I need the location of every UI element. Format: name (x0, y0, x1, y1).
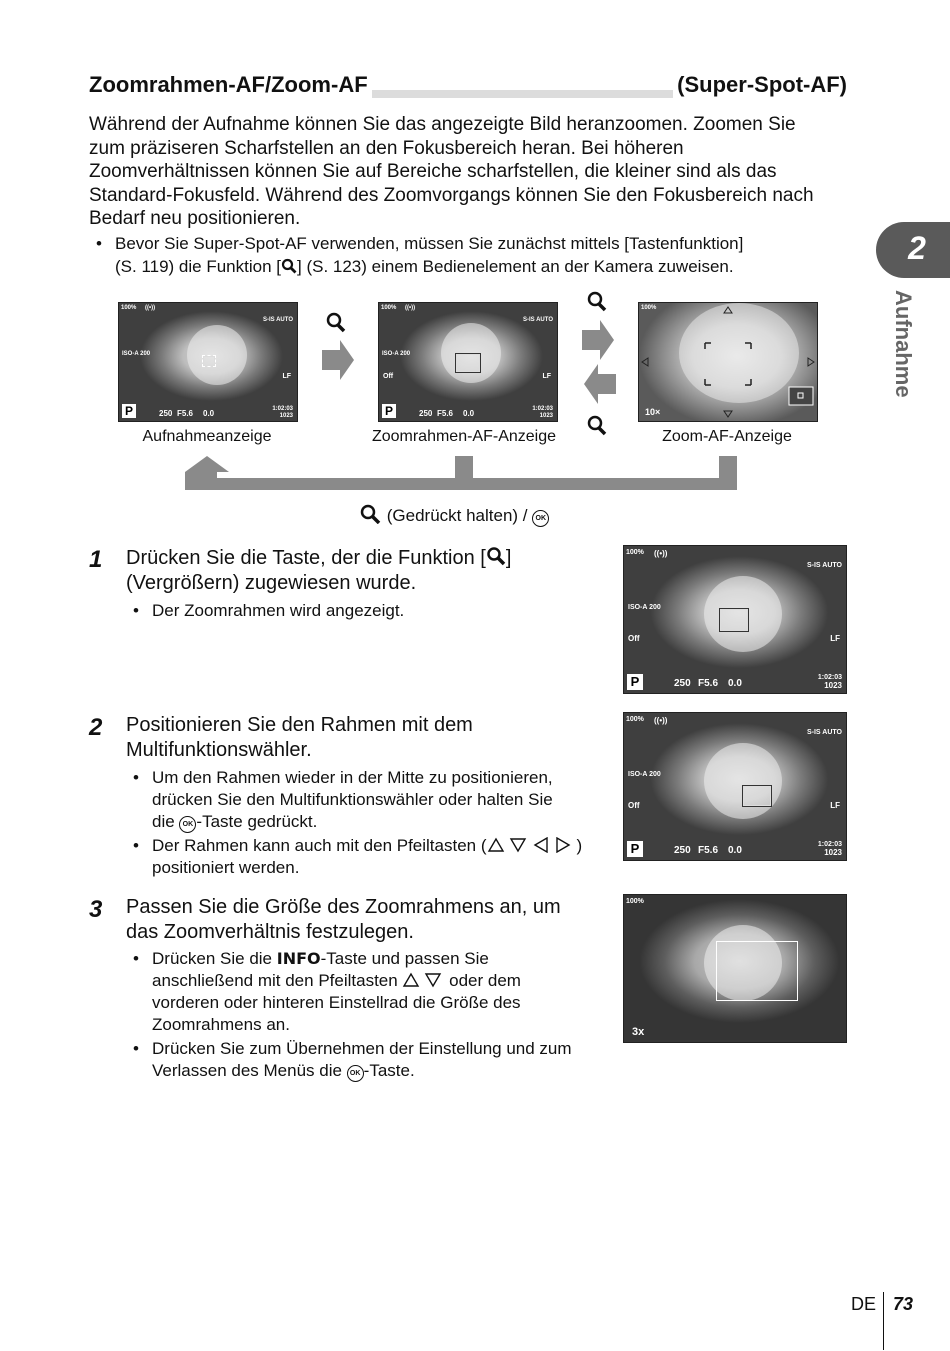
shutter-value: 250 (419, 409, 433, 418)
chapter-number: 2 (908, 230, 926, 266)
ok-button-icon: OK (347, 1065, 364, 1082)
step-3-heading-line-2: das Zoomverhältnis festzulegen. (126, 921, 414, 943)
step-2-bullet-2-line-2: positioniert werden. (152, 858, 300, 877)
aperture-value: F5.6 (698, 678, 719, 689)
step-1-screen (623, 545, 847, 694)
chapter-tab (876, 222, 950, 278)
page-footer (851, 1294, 914, 1315)
time-remaining: 1:02:03 (817, 841, 842, 848)
step-2-bullet-1-line-1: Um den Rahmen wieder in der Mitte zu positionieren, (152, 768, 553, 787)
quality-indicator: LF (282, 373, 291, 380)
wifi-icon: ((•)) (145, 305, 156, 311)
page-title (89, 72, 847, 102)
quality-indicator: LF (542, 373, 551, 380)
magnify-icon (585, 414, 615, 440)
step-3-bullet-1-line-3: vorderen oder hinteren Einstellrad die Größe des (152, 993, 521, 1012)
text-part: oder dem (444, 971, 521, 990)
arrow-down-marker (724, 411, 732, 417)
bullet: • (133, 768, 139, 787)
page-number: 73 (893, 1294, 914, 1314)
text-part: anschließend mit den Pfeiltasten (152, 971, 403, 990)
exposure-value: 0.0 (463, 409, 475, 418)
iso-indicator: ISO-A 200 (122, 351, 151, 357)
step-2-bullet-1-line-3 (152, 811, 317, 834)
off-indicator: Off (383, 373, 394, 380)
return-arrow (185, 452, 745, 498)
flower-shape (704, 743, 782, 819)
caption-zoom-af: Zoom-AF-Anzeige (662, 428, 792, 445)
ok-button-icon: OK (532, 510, 549, 527)
note-line-2a: (S. 119) die Funktion [ (115, 257, 281, 276)
mode-indicator: P (382, 404, 396, 418)
screen-zoom-af (638, 302, 818, 422)
zoom-ratio: 3x (632, 1026, 645, 1038)
info-button-label: INFO (276, 949, 321, 968)
battery-indicator: 100% (121, 305, 137, 311)
arrow-left-gray (582, 364, 616, 404)
step-2-screen (623, 712, 847, 861)
step-2-heading-line-2: Multifunktionswähler. (126, 739, 312, 761)
iso-indicator: ISO-A 200 (382, 351, 411, 357)
stabilizer-indicator: S-IS AUTO (806, 562, 842, 569)
step-3-bullet-1-line-2 (152, 970, 521, 993)
step-2-bullet-2-line-1 (152, 835, 582, 858)
arrow-right-marker (808, 358, 814, 366)
step-3-bullet-1-line-4: Zoomrahmens an. (152, 1015, 290, 1034)
hold-instruction (360, 504, 549, 527)
arrow-up-marker (724, 307, 732, 313)
exposure-value: 0.0 (203, 409, 215, 418)
time-remaining: 1:02:03 (532, 406, 553, 412)
note-line-1: Bevor Sie Super-Spot-AF verwenden, müssen Sie zunächst mittels [Tastenfunktion] (115, 234, 744, 253)
zoom-position-box (789, 387, 813, 405)
shutter-value: 250 (674, 678, 691, 689)
text-part: -Taste und passen Sie (320, 949, 489, 968)
step-2-bullet-1-line-2: drücken Sie den Multifunktionswähler oder halten Sie (152, 790, 553, 809)
arrow-left-marker (642, 358, 648, 366)
step-1-heading-line-1 (126, 546, 596, 571)
shots-remaining: 1023 (824, 681, 842, 690)
title-right: (Super-Spot-AF) (673, 72, 847, 98)
flower-shape (187, 325, 247, 385)
step-1-number: 1 (89, 546, 103, 573)
zoom-frame (455, 353, 481, 373)
step-3-bullet-1-line-1 (152, 948, 489, 971)
magnify-icon (486, 546, 506, 566)
time-remaining: 1:02:03 (817, 674, 842, 681)
bullet: • (133, 1039, 139, 1058)
arrow-keys-icon (487, 837, 577, 853)
zoom-arrows-overlay (639, 303, 817, 421)
stabilizer-indicator: S-IS AUTO (262, 317, 293, 323)
battery-indicator: 100% (626, 716, 644, 723)
battery-indicator: 100% (381, 305, 397, 311)
text-part: die (152, 812, 180, 831)
exposure-value: 0.0 (728, 845, 742, 856)
caption-aufnahmeanzeige: Aufnahmeanzeige (142, 428, 272, 445)
step-2-heading-line-1: Positionieren Sie den Rahmen mit dem (126, 714, 473, 736)
quality-indicator: LF (830, 801, 840, 810)
stabilizer-indicator: S-IS AUTO (522, 317, 553, 323)
text-part: -Taste gedrückt. (196, 812, 318, 831)
intro-paragraph: Während der Aufnahme können Sie das angezeigte Bild heranzoomen. Zoomen Sie zum präziseren Scharfstellen an den Fokusbereich heran. Bei höheren Zoomverhältnissen können Sie auf Bereiche scharfstellen, die kleiner sind als das Standard-Fokusfeld. Während des Zoomvorgangs können Sie den Fokusbereich nach Bedarf neu positionieren. (89, 114, 814, 229)
title-left: Zoomrahmen-AF/Zoom-AF (89, 72, 372, 98)
wifi-icon: ((•)) (654, 716, 668, 725)
footer-separator (883, 1292, 884, 1350)
bullet: • (133, 601, 139, 620)
time-remaining: 1:02:03 (272, 406, 293, 412)
up-down-keys-icon (402, 972, 444, 988)
off-indicator: Off (628, 634, 640, 643)
step-1-heading-a: Drücken Sie die Taste, der die Funktion [ (126, 547, 486, 569)
text-part: -Taste. (363, 1061, 415, 1080)
iso-indicator: ISO-A 200 (628, 771, 661, 778)
hold-text: (Gedrückt halten) / (386, 506, 528, 525)
caption-zoomrahmen: Zoomrahmen-AF-Anzeige (371, 428, 557, 445)
chapter-label: Aufnahme (891, 290, 916, 398)
magnify-icon (360, 504, 382, 524)
mode-indicator: P (122, 404, 136, 418)
exposure-value: 0.0 (728, 678, 742, 689)
mode-indicator: P (627, 841, 643, 857)
text-part: Verlassen des Menüs die (152, 1061, 347, 1080)
shots-remaining: 1023 (279, 413, 293, 419)
zoom-frame (716, 941, 798, 1001)
wifi-icon: ((•)) (405, 305, 416, 311)
shutter-value: 250 (159, 409, 173, 418)
af-target-marker (202, 355, 216, 367)
screen-zoomrahmen (378, 302, 558, 422)
shots-remaining: 1023 (539, 413, 553, 419)
screen-aufnahmeanzeige (118, 302, 298, 422)
stabilizer-indicator: S-IS AUTO (806, 729, 842, 736)
ok-button-icon: OK (179, 816, 196, 833)
bullet: • (133, 836, 139, 855)
step-3-screen (623, 894, 847, 1043)
iso-indicator: ISO-A 200 (628, 604, 661, 611)
step-3-number: 3 (89, 896, 103, 923)
bullet: • (133, 949, 139, 968)
quality-indicator: LF (830, 634, 840, 643)
step-3-bullet-2-line-2 (152, 1060, 415, 1083)
step-1-heading-b: ] (505, 547, 512, 569)
language-code: DE (851, 1294, 877, 1314)
arrow-right-gray (322, 340, 356, 380)
shutter-value: 250 (674, 845, 691, 856)
magnify-icon (585, 290, 615, 316)
battery-indicator: 100% (626, 898, 644, 905)
note-line-2 (115, 255, 835, 278)
shots-remaining: 1023 (824, 848, 842, 857)
wifi-icon: ((•)) (654, 549, 668, 558)
off-indicator: Off (628, 801, 640, 810)
step-1-bullet-1: Der Zoomrahmen wird angezeigt. (152, 601, 405, 620)
magnify-icon (281, 258, 297, 274)
aperture-value: F5.6 (698, 845, 719, 856)
aperture-value: F5.6 (177, 409, 194, 418)
step-1-heading-line-2: (Vergrößern) zugewiesen wurde. (126, 572, 417, 594)
zoom-ratio: 10× (645, 407, 661, 417)
zoom-frame (719, 608, 749, 632)
text-part: Der Rahmen kann auch mit den Pfeiltasten ( (152, 836, 487, 855)
zoom-frame (742, 785, 772, 807)
aperture-value: F5.6 (437, 409, 454, 418)
mode-indicator: P (627, 674, 643, 690)
step-3-heading-line-1: Passen Sie die Größe des Zoomrahmens an, um (126, 896, 561, 918)
note-line-2b: ] (S. 123) einem Bedienelement an der Kamera zuweisen. (297, 257, 734, 276)
step-2-number: 2 (89, 714, 103, 741)
battery-indicator: 100% (641, 305, 657, 311)
text-part: Drücken Sie die (152, 949, 277, 968)
text-part: ) (576, 836, 583, 855)
step-3-bullet-2-line-1: Drücken Sie zum Übernehmen der Einstellung und zum (152, 1039, 572, 1058)
battery-indicator: 100% (626, 549, 644, 556)
note-bullet: • (96, 234, 102, 253)
arrow-right-gray (582, 320, 616, 360)
af-corner-marks (705, 343, 751, 385)
